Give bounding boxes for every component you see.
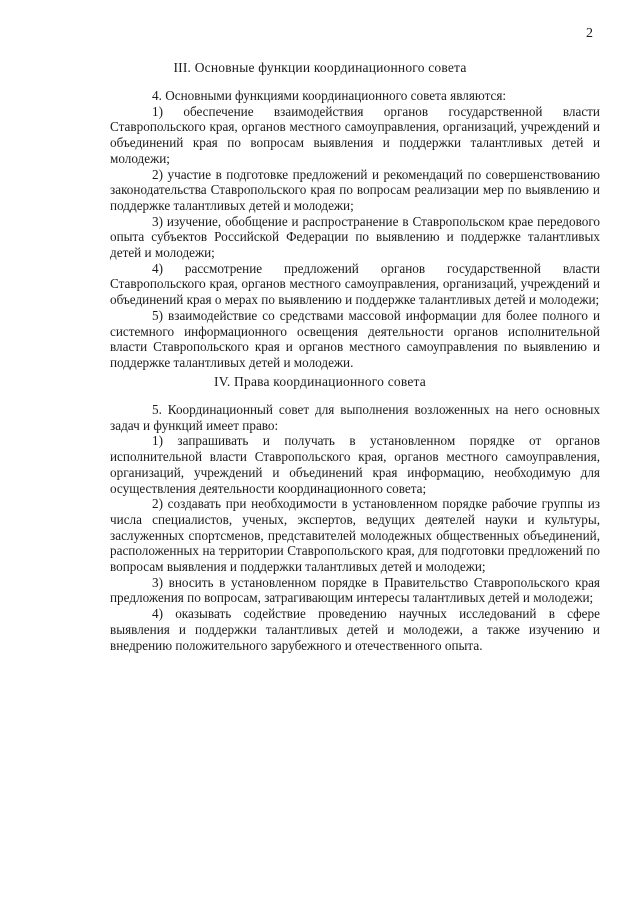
paragraph: 4. Основными функциями координационного совета являются:	[152, 88, 507, 103]
section-4-body	[110, 402, 600, 653]
paragraph: 3) изучение, обобщение и распространение в Ставропольском крае передового опыта субъектов Российской Федерации по выявлению и поддержке талантливых детей и молодежи;	[110, 213, 600, 261]
section-3-body	[110, 88, 600, 371]
paragraph: 2) создавать при необходимости в установленном порядке рабочие группы из числа специалистов, ученых, экспертов, ведущих деятелей науки и культуры, заслуженных спортсменов, представителей молодежных общественных объединений, расположенных на территории Ставропольского края, для подготовки предложений по вопросам выявления и поддержки талантливых детей и молодежи;	[110, 496, 600, 575]
section-3-heading: III. Основные функции координационного совета	[173, 60, 467, 75]
page-number: 2	[586, 26, 594, 41]
section-4-heading: IV. Права координационного совета	[214, 374, 426, 389]
paragraph: 4) оказывать содействие проведению научных исследований в сфере выявления и поддержки талантливых детей и молодежи, а также изучению и внедрению положительного зарубежного и отечественного опыта.	[110, 606, 600, 653]
paragraph: 2) участие в подготовке предложений и рекомендаций по совершенствованию законодательства Ставропольского края по вопросам реализации мер по выявлению и поддержке талантливых детей и молодежи;	[110, 166, 600, 213]
paragraph: 4) рассмотрение предложений органов государственной власти Ставропольского края, органов местного самоуправления, организаций, учреждений и объединений края о мерах по выявлению и поддержке талантливых детей и молодежи;	[110, 260, 600, 308]
paragraph: 1) обеспечение взаимодействия органов государственной власти Ставропольского края, органов местного самоуправления, организаций, учреждений и объединений края по вопросам выявления и поддержки талантливых детей и молодежи;	[110, 103, 600, 166]
paragraph: 1) запрашивать и получать в установленном порядке от органов исполнительной власти Ставропольского края, органов местного самоуправления, организаций, учреждений и объединений края информацию, необходимую для осуществления деятельности координационного совета;	[110, 433, 600, 496]
paragraph: 5) взаимодействие со средствами массовой информации для более полного и системного информационного освещения деятельности органов исполнительной власти Ставропольского края и органов местного самоуправления по выявлению и поддержке талантливых детей и молодежи.	[110, 307, 600, 370]
paragraph: 3) вносить в установленном порядке в Правительство Ставропольского края предложения по вопросам, затрагивающим интересы талантливых детей и молодежи;	[110, 574, 600, 606]
paragraph: 5. Координационный совет для выполнения возложенных на него основных задач и функций имеет право:	[110, 402, 600, 433]
